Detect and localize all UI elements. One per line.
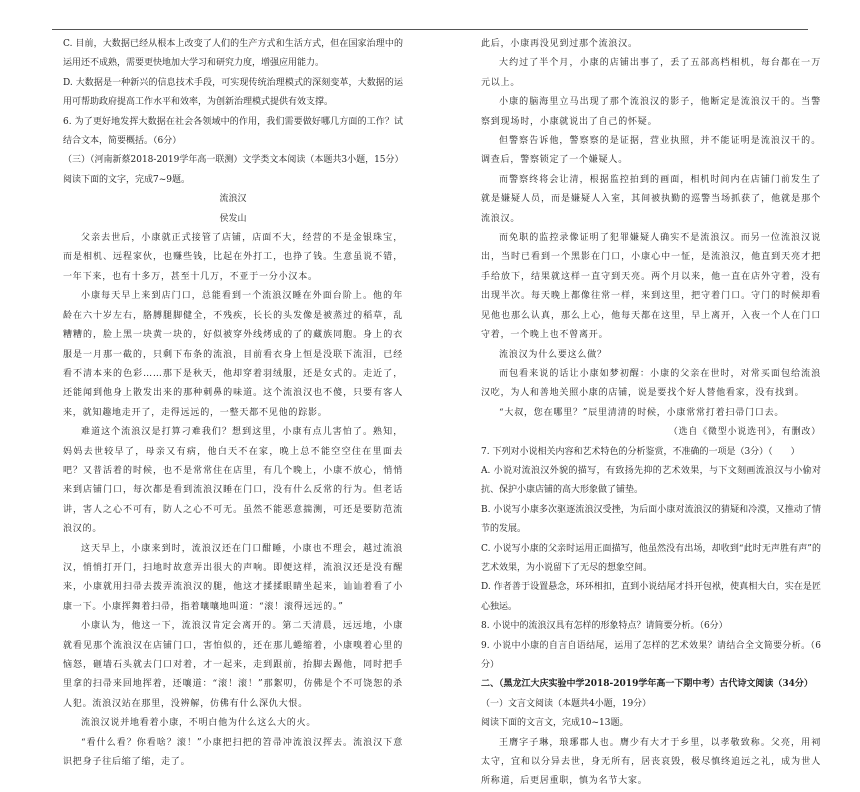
right-paragraph: 阅读下面的文言文，完成10~13题。: [481, 718, 629, 729]
right-paragraph: （一）文言文阅读（本题共4小题，19分）: [481, 698, 652, 709]
left-paragraph: 难道这个流浪汉是打算刁难我们？想到这里，小康有点儿害怕了。熟知，妈妈去世较早了，母亲又有病，他白天不在家，晚上总不能空空住在里面去吧？又普活着的时候，也不是常常住在店里，有几个晚上，小康不放心，悄悄来到店铺门口，每次都是看到流浪汉睡在门口，没有什么反常的行为。但老话讲，害人之心不可有，防人之心不可无。虽然不能恶意揣测，可还是要防范流浪汉的。: [63, 427, 403, 535]
left-paragraph: “看什么看？你看啥？滚！”小康把扫把的笤帚冲流浪汉挥去。流浪汉下意识把身子往后缩了缩，走了。: [63, 737, 403, 768]
right-paragraph: C. 小说写小康的父亲时运用正面描写，他虽然没有出场，却收到“此时无声胜有声”的艺术效果，为小说留下了无尽的想象空间。: [481, 543, 821, 573]
right-paragraph: 王膺字子琳，琅琊郡人也。膺少有大才于乡里，以孝敬致称。父亮，用祠太守，宜和以分异去世，身无所有，居丧哀毁，极尽慎终追远之礼，成为世人所称道，后更居重职，慎为名节大家。: [481, 737, 821, 787]
top-rule: [52, 29, 808, 30]
left-paragraph: 小康认为，他这一下，流浪汉肯定会离开的。第二天清晨，远远地，小康就看见那个流浪汉在店铺门口，害怕似的，还在那儿蜷缩着，小康嗅着心里的恼怒，砸墙石头就去门口对着，才一起来，走到跟前，抬脚去踢他，同时把手里拿的扫帚来回地挥着，还嚷道：“滚！滚！”那絮叨，仿佛是个不可饶恕的杀人犯。流浪汉站在那里，没辨解，仿佛有什么深仇大恨。: [63, 621, 403, 709]
right-paragraph: A. 小说对流浪汉外貌的描写，有致扬先抑的艺术效果，与下文刻画流浪汉与小偷对抗、保护小康店铺的高大形象做了铺垫。: [481, 465, 821, 496]
right-paragraph: 二、（黑龙江大庆实验中学2018-2019学年高一下期中考）古代诗文阅读（34分）: [481, 679, 813, 690]
right-paragraph: 而警察终将会让清，根据监控拍到的画面，相机时间内在店铺门前发生了就是嫌疑人员，而是嫌疑人入室，其间被执勤的巡警当场抓获了，他就是那个流浪汉。: [481, 174, 821, 224]
left-paragraph: 侯发山: [219, 213, 247, 224]
left-paragraph: （三）（河南新蔡2018-2019学年高一联测）文学类文本阅读（本题共3小题，15分）: [63, 155, 404, 166]
left-paragraph: 流浪汉说并地看着小康，不明白他为什么这么大的火。: [81, 718, 317, 729]
right-paragraph: 大约过了半个月，小康的店铺出事了，丢了五部高档相机，每台都在一万元以上。: [481, 58, 821, 88]
right-paragraph: 此后，小康再没见到过那个流浪汉。: [481, 39, 638, 49]
left-paragraph: 小康每天早上来到店门口，总能看到一个流浪汉睡在外面台阶上。他的年龄在六十岁左右，胳膊腿脚健全，不残疾，长长的头发像是被蒸过的稻草，乱糟糟的，脸上黑一块黄一块的，好似被穿外线烤成的了的藏族同胞。身上的衣服是一月那一截的，只剩下布条的流浪，目前看衣身上恒是没联下流泪，已经看不清本来的色彩……那下是秋天，他却穿着羽绒服，还是女式的。走近了，还能闻到他身上散发出来的那种刺鼻的味道。这个流浪汉也不傻，只要有客人来，就知趣地走开了，走得远远的，一整天都不见他的踪影。: [63, 291, 403, 418]
right-paragraph: D. 作者善于设置悬念，环环相扣，直到小说结尾才抖开包袱，使真相大白，实在是匠心独运。: [481, 582, 821, 612]
left-column: [63, 35, 403, 772]
right-paragraph: 小康的脑海里立马出现了那个流浪汉的影子，他断定是流浪汉干的。当警察到现场时，小康就说出了自己的怀疑。: [481, 97, 821, 127]
right-paragraph: 而包看来说的话让小康如梦初醒：小康的父亲在世时，对常买面包给流浪汉吃，为人和善地关照小康的店铺，说是要找个好人替他看家，没有找到。: [481, 368, 821, 399]
left-paragraph: 流浪汉: [219, 194, 247, 205]
right-column: [481, 35, 821, 792]
right-paragraph: 而免职的监控录像证明了犯罪嫌疑人确实不是流浪汉。而另一位流浪汉说出，当时已看到一个黑影在门口，小康心中一怔，是流浪汉，他直到天亮才把手给放下，结果就这样一直守到天亮。两个月以来，他一直在店外守着，没有出现半次。每天晚上都像往常一样，来到这里，把守着门口。守门的时候却看见他也那么认真，那么上心，他每天都在这里，早上离开，入夜一个人在门口守着，一个晚上也不曾离开。: [481, 233, 821, 341]
right-paragraph: 但警察告诉他，警察察的是证据，营业执照，并不能证明是流浪汉干的。调查后，警察锁定了一个嫌疑人。: [481, 136, 821, 166]
left-paragraph: 父亲去世后，小康就正式接管了店铺，店面不大，经营的不是金银珠宝，而是相机、远程家伙，也赚些钱，比起在外打工，也挣了钱。生意虽说不错，一年下来，也有十多万，甚至十几万，不亚于一分小汉本。: [63, 233, 403, 282]
right-paragraph: 9. 小说中小康的自言自语结尾，运用了怎样的艺术效果？请结合全文简要分析。（6分）: [481, 640, 821, 670]
right-paragraph: 8. 小说中的流浪汉具有怎样的形象特点？请简要分析。（6分）: [481, 621, 728, 632]
left-paragraph: 6. 为了更好地发挥大数据在社会各领域中的作用，我们需要做好哪几方面的工作？试结合文本，简要概括。（6分）: [63, 116, 403, 147]
right-paragraph: “大叔，您在哪里？”辰里清清的时候，小康常常打着扫帚门口去。: [499, 407, 785, 418]
right-paragraph: 7. 下列对小说相关内容和艺术特色的分析鉴赏，不准确的一项是（3分）（ ）: [481, 446, 800, 457]
right-paragraph: B. 小说写小康多次驱逐流浪汉受挫，为后面小康对流浪汉的猜疑和冷漠，又推动了情节的发展。: [481, 504, 821, 535]
right-paragraph: 流浪汉为什么要这么做？: [499, 349, 607, 360]
left-paragraph: 这天早上，小康来到时，流浪汉还在门口酣睡，小康也不理会，越过流浪汉，悄悄打开门，扫地时故意弄出很大的声响。即便这样，流浪汉还是没有醒来，小康就用扫帚去拨弄流浪汉的腿，他这才揉揉眼睛坐起来，讪讪着看了小康一下。小康挥舞着扫帚，指着嚷嚷地叫道：“滚！滚得远远的。”: [63, 543, 403, 612]
left-paragraph: 阅读下面的文字，完成7~9题。: [63, 174, 190, 185]
left-paragraph: C. 目前，大数据已经从根本上改变了人们的生产方式和生活方式，但在国家治理中的运用还不成熟，需要更快地加大学习和研究力度，增强应用能力。: [63, 39, 403, 69]
right-paragraph: （选自《微型小说选刊》，有删改）: [668, 427, 821, 438]
left-paragraph: D. 大数据是一种新兴的信息技术手段，可实现传统治理模式的深刻变革，大数据的运用可帮助政府提高工作水平和效率，为创新治理模式提供有效支撑。: [63, 77, 403, 108]
